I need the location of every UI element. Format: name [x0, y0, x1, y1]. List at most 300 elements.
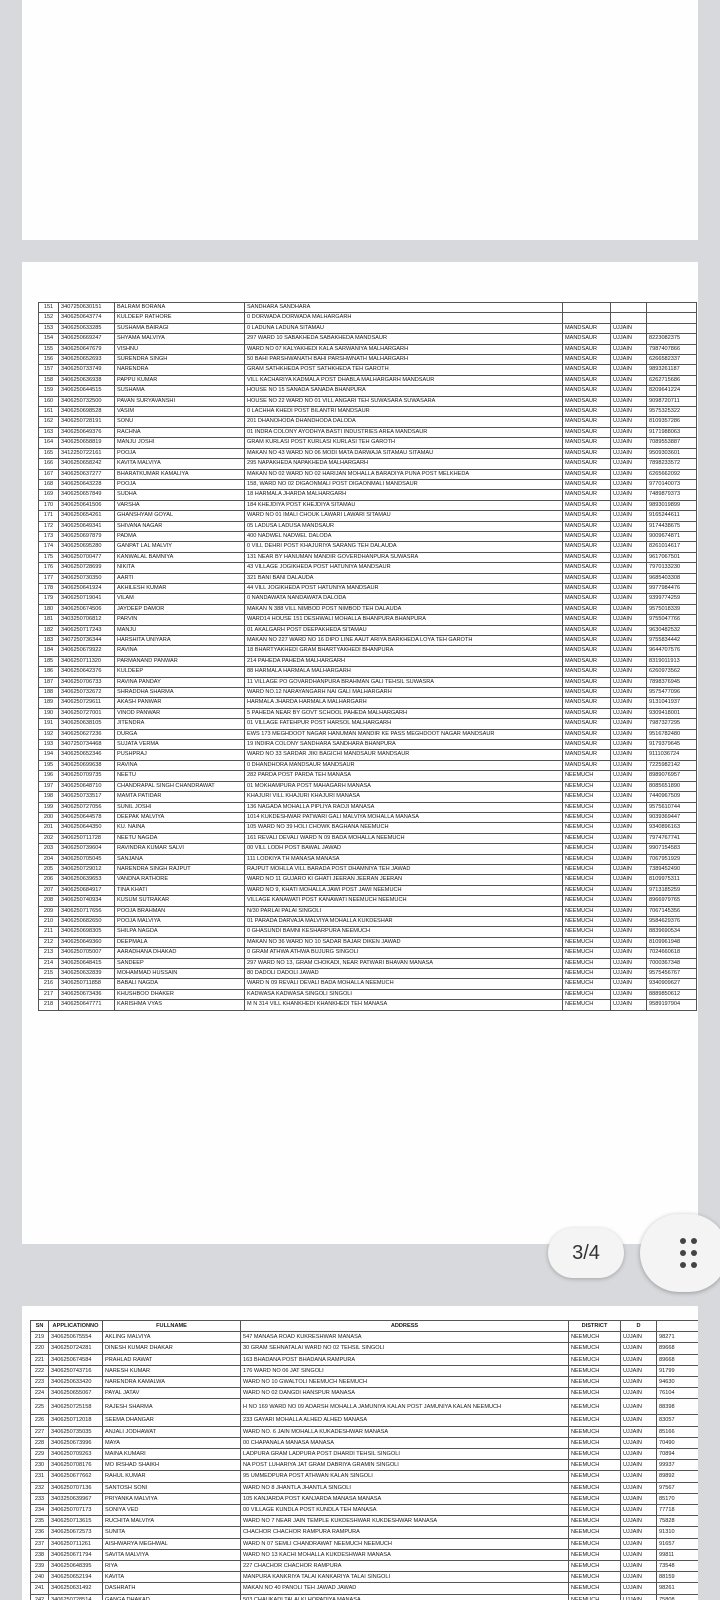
table-row [39, 896, 697, 906]
cell-address: 158, WARD NO 02 DIGAONMALI POST DIGAONMALI MANDSAUR [245, 479, 563, 489]
cell-mobile: 9174438675 [647, 521, 697, 531]
cell-full-name: SUJATA VERMA [115, 740, 245, 750]
cell-address: SANDHARA SANDHARA [245, 303, 563, 313]
cell-division: UJJAIN [611, 969, 647, 979]
cell-sn: 191 [39, 719, 59, 729]
cell-application-no: 3406250671794 [49, 1549, 103, 1560]
cell-address: 50 BAHI PARSHWANATH BAHI PARSHWNATH MALHARGARH [245, 355, 563, 365]
cell-division: UJJAIN [611, 427, 647, 437]
cell-full-name: KHUSHBOO DHAKER [115, 989, 245, 999]
cell-division: UJJAIN [611, 927, 647, 937]
cell-sn: 163 [39, 427, 59, 437]
cell-full-name: RAVINDRA KUMAR SALVI [115, 844, 245, 854]
cell-district: MANDSAUR [563, 760, 611, 770]
cell-application-no: 3406250631492 [49, 1583, 103, 1594]
cell-district: NEEMUCH [563, 833, 611, 843]
cell-sn: 240 [31, 1572, 49, 1583]
cell-mobile: 9179379645 [647, 740, 697, 750]
cell-district: NEEMUCH [563, 958, 611, 968]
table-row [39, 438, 697, 448]
table-row [39, 500, 697, 510]
cell-full-name: VILAM [115, 594, 245, 604]
cell-mobile: 9685403308 [647, 573, 697, 583]
cell-mobile: 9977984476 [647, 583, 697, 593]
cell-mobile: 8109975311 [647, 875, 697, 885]
cell-division: UJJAIN [621, 1538, 657, 1549]
table-row [39, 792, 697, 802]
cell-district: MANDSAUR [563, 563, 611, 573]
cell-sn: 222 [31, 1365, 49, 1376]
cell-sn: 155 [39, 344, 59, 354]
cell-sn: 234 [31, 1505, 49, 1516]
cell-full-name: KULDEEP RATHORE [115, 313, 245, 323]
table-row [31, 1527, 699, 1538]
cell-application-no: 3406250697879 [59, 531, 115, 541]
cell-district: NEEMUCH [569, 1415, 621, 1426]
cell-division: UJJAIN [621, 1471, 657, 1482]
cell-sn: 165 [39, 448, 59, 458]
cell-division: UJJAIN [611, 365, 647, 375]
cell-application-no: 3406250711728 [59, 833, 115, 843]
cell-address: VILL KACHARIYA KADMALA POST DHABLA MALHARGARH MANDSAUR [245, 375, 563, 385]
cell-address: 111 LODKIYA TH MANASA MANASA [245, 854, 563, 864]
cell-division: UJJAIN [611, 906, 647, 916]
cell-sn: 197 [39, 781, 59, 791]
cell-mobile: 9713185259 [647, 885, 697, 895]
cell-sn: 173 [39, 531, 59, 541]
cell-district: MANDSAUR [563, 636, 611, 646]
cell-application-no: 3406250698305 [59, 927, 115, 937]
cell-division: UJJAIN [611, 802, 647, 812]
cell-application-no: 3406250707173 [49, 1505, 103, 1516]
cell-address: 01 PARADA DARVAJA MALVIYA MOHALLA KUKDESHAR [245, 916, 563, 926]
cell-division: UJJAIN [611, 958, 647, 968]
cell-application-no: 3406250725158 [49, 1399, 103, 1415]
cell-full-name: SURENDRA SINGH [115, 355, 245, 365]
cell-sn: 225 [31, 1399, 49, 1415]
table-row [39, 948, 697, 958]
cell-mobile: 9755834442 [647, 636, 697, 646]
cell-application-no: 3406250649360 [59, 937, 115, 947]
cell-district: MANDSAUR [563, 417, 611, 427]
cell-address: VILLAGE KANAWATI POST KANAWATI NEEMUCH NEEMUCH [245, 896, 563, 906]
table-row [31, 1538, 699, 1549]
cell-full-name: DEEPAK MALVIYA [115, 812, 245, 822]
cell-address: H NO 169 WARD NO 09 ADARSH MOHALLA JAMUNIYA KALAN POST JAMUNIYA KALAN NEEMUCH [241, 1399, 569, 1415]
cell-mobile: 9111036724 [647, 750, 697, 760]
table-row [39, 563, 697, 573]
cell-address: 0 LADUNA LADUNA SITAMAU [245, 323, 563, 333]
cell-full-name: KULDEEP [115, 667, 245, 677]
cell-division: UJJAIN [611, 833, 647, 843]
cell-district: MANDSAUR [563, 531, 611, 541]
cell-division: UJJAIN [611, 448, 647, 458]
cell-full-name: KAVITA [103, 1572, 241, 1583]
cell-application-no: 3406250669247 [59, 334, 115, 344]
cell-district: NEEMUCH [563, 864, 611, 874]
cell-application-no: 3406250711858 [59, 979, 115, 989]
cell-division: UJJAIN [611, 864, 647, 874]
cell-full-name: AKLING MALVIYA [103, 1332, 241, 1343]
cell-address: KADWASA KADWASA SINGOLI SINGOLI [245, 989, 563, 999]
cell-mobile: 9575325322 [647, 407, 697, 417]
applicant-table-page-4 [30, 1320, 698, 1600]
cell-sn: 215 [39, 969, 59, 979]
cell-sn: 206 [39, 875, 59, 885]
cell-division: UJJAIN [611, 750, 647, 760]
cell-address: 163 BHADANA POST BHADANA RAMPURA [241, 1354, 569, 1365]
table-row [39, 979, 697, 989]
cell-mobile: 8223082375 [647, 334, 697, 344]
table-row [39, 864, 697, 874]
cell-full-name: AARADHANA DHAKAD [115, 948, 245, 958]
cell-mobile: 70894 [657, 1449, 699, 1460]
cell-address: 95 UMMEDPURA POST ATHWAN KALAN SINGOLI [241, 1471, 569, 1482]
cell-full-name: RAVINA [115, 760, 245, 770]
cell-division: UJJAIN [611, 355, 647, 365]
cell-address: HARMALA JHARDA HARMALA MALHARGARH [245, 698, 563, 708]
cell-full-name: PRAHLAD RAWAT [103, 1354, 241, 1365]
cell-mobile: 7067145356 [647, 906, 697, 916]
table-row [39, 355, 697, 365]
cell-application-no: 3406250633285 [59, 323, 115, 333]
table-row [39, 490, 697, 500]
cell-division: UJJAIN [621, 1516, 657, 1527]
cell-full-name: GANPAT LAL MALVIY [115, 542, 245, 552]
cell-application-no: 3406250637277 [59, 469, 115, 479]
cell-division: UJJAIN [611, 583, 647, 593]
table-row [39, 625, 697, 635]
cell-sn: 160 [39, 396, 59, 406]
cell-application-no: 3406250658242 [59, 459, 115, 469]
table-row [31, 1561, 699, 1572]
cell-sn: 195 [39, 760, 59, 770]
cell-application-no: 3403250639967 [49, 1493, 103, 1504]
cell-sn: 213 [39, 948, 59, 958]
cell-mobile: 9131041937 [647, 698, 697, 708]
table-row [39, 396, 697, 406]
cell-mobile: 9575018339 [647, 604, 697, 614]
table-row [39, 969, 697, 979]
cell-address: WARD NO 8 JHANTLA JHANTLA SINGOLI [241, 1482, 569, 1493]
cell-full-name: JAYDEEP DAMOR [115, 604, 245, 614]
cell-address: WARD NO 7 NEAR JAIN TEMPLE KUKDESHWAR KUKDESHWAR MANASA [241, 1516, 569, 1527]
cell-address: WARD N 09 REVALI DEVALI BADA MOHALLA NEEMUCH [245, 979, 563, 989]
cell-district: MANDSAUR [563, 511, 611, 521]
cell-sn: 189 [39, 698, 59, 708]
cell-mobile: 9584629376 [647, 916, 697, 926]
cell-district: NEEMUCH [569, 1365, 621, 1376]
cell-mobile: 9399774259 [647, 594, 697, 604]
cell-district: MANDSAUR [563, 625, 611, 635]
cell-district: MANDSAUR [563, 427, 611, 437]
cell-full-name: JITENDRA [115, 719, 245, 729]
cell-district: NEEMUCH [569, 1572, 621, 1583]
cell-address: WARD NO 9, KHATI MOHALLA JAWI POST JAWI NEEMUCH [245, 885, 563, 895]
cell-full-name: DINESH KUMAR DHAKAR [103, 1343, 241, 1354]
cell-application-no: 3406250644515 [59, 386, 115, 396]
cell-address: KHAJURI VILL KHAJURI KHAJURI MANASA [245, 792, 563, 802]
cell-application-no: 3406250708176 [49, 1460, 103, 1471]
cell-full-name: SHIVANA NAGAR [115, 521, 245, 531]
cell-mobile: 94630 [657, 1377, 699, 1388]
cell-address: MAKAN NO 43 WARD NO 06 MODI MATA DARWAJA SITAMAU SITAMAU [245, 448, 563, 458]
cell-address: WARD NO 10 GWALTOLI NEEMUCH NEEMUCH [241, 1377, 569, 1388]
cell-sn: 186 [39, 667, 59, 677]
cell-sn: 194 [39, 750, 59, 760]
cell-division: UJJAIN [611, 542, 647, 552]
cell-mobile: 99811 [657, 1549, 699, 1560]
cell-division: UJJAIN [611, 563, 647, 573]
cell-mobile: 6262715686 [647, 375, 697, 385]
table-row [39, 365, 697, 375]
table-row [31, 1437, 699, 1448]
cell-sn: 198 [39, 792, 59, 802]
cell-full-name: VINOD PANWAR [115, 708, 245, 718]
cell-full-name: RAVINA PANDAY [115, 677, 245, 687]
cell-district: MANDSAUR [563, 334, 611, 344]
cell-division [611, 303, 647, 313]
cell-division: UJJAIN [611, 740, 647, 750]
cell-application-no: 3406250706733 [59, 677, 115, 687]
cell-division: UJJAIN [611, 375, 647, 385]
cell-sn: 218 [39, 1000, 59, 1010]
table-row [39, 448, 697, 458]
cell-district: NEEMUCH [563, 844, 611, 854]
table-row [31, 1505, 699, 1516]
cell-division: UJJAIN [621, 1377, 657, 1388]
cell-district: MANDSAUR [563, 708, 611, 718]
cell-district: NEEMUCH [569, 1426, 621, 1437]
cell-sn: 231 [31, 1471, 49, 1482]
cell-sn: 151 [39, 303, 59, 313]
table-row [31, 1365, 699, 1376]
grid-dots-icon[interactable] [680, 1238, 700, 1268]
cell-full-name: POOJA BRAHMAN [115, 906, 245, 916]
cell-district: MANDSAUR [563, 552, 611, 562]
cell-mobile: 9893019899 [647, 500, 697, 510]
document-page-3 [22, 262, 698, 1244]
table-row [39, 667, 697, 677]
cell-address: 18 HARMALA JHARDA MALHARGARH [245, 490, 563, 500]
cell-full-name: SHYAMA MALVIYA [115, 334, 245, 344]
cell-mobile: 73548 [657, 1561, 699, 1572]
cell-sn: 224 [31, 1388, 49, 1399]
cell-mobile: 7024660618 [647, 948, 697, 958]
cell-district: MANDSAUR [563, 542, 611, 552]
table-row [39, 740, 697, 750]
table-row [39, 781, 697, 791]
cell-district: MANDSAUR [563, 407, 611, 417]
cell-mobile: 88159 [657, 1572, 699, 1583]
table-row [39, 812, 697, 822]
cell-division: UJJAIN [621, 1332, 657, 1343]
table-row [39, 729, 697, 739]
cell-application-no: 3406250652346 [59, 750, 115, 760]
table-row [39, 1000, 697, 1010]
cell-district: NEEMUCH [569, 1561, 621, 1572]
cell-mobile: 7974767741 [647, 833, 697, 843]
cell-district: NEEMUCH [563, 812, 611, 822]
cell-application-no: 3406250655067 [49, 1388, 103, 1399]
cell-application-no: 3406250730350 [59, 573, 115, 583]
cell-division: UJJAIN [621, 1343, 657, 1354]
header-mobile [657, 1321, 699, 1332]
cell-full-name: MAINA KUMARI [103, 1449, 241, 1460]
table-row [39, 521, 697, 531]
cell-mobile: 91310 [657, 1527, 699, 1538]
cell-division: UJJAIN [611, 771, 647, 781]
cell-district: NEEMUCH [563, 969, 611, 979]
cell-division: UJJAIN [621, 1460, 657, 1471]
cell-district: MANDSAUR [563, 479, 611, 489]
cell-mobile [647, 303, 697, 313]
cell-full-name: RAVINA [115, 646, 245, 656]
cell-district: MANDSAUR [563, 448, 611, 458]
cell-sn: 162 [39, 417, 59, 427]
cell-full-name: POOJA [115, 448, 245, 458]
cell-application-no: 3406250647771 [59, 1000, 115, 1010]
cell-sn: 204 [39, 854, 59, 864]
cell-full-name: POOJA [115, 479, 245, 489]
cell-application-no: 3406250733517 [59, 792, 115, 802]
cell-mobile: 7987327295 [647, 719, 697, 729]
cell-sn: 239 [31, 1561, 49, 1572]
cell-application-no: 3406250707136 [49, 1482, 103, 1493]
cell-application-no: 3406250636938 [59, 375, 115, 385]
cell-district: MANDSAUR [563, 396, 611, 406]
cell-address: HOUSE NO 22 WARD NO 01 VILL ANGARI TEH SUWASARA SUWASARA [245, 396, 563, 406]
cell-address: LADPURA GRAM LADPURA POST DHARDI TEHSIL SINGOLI [241, 1449, 569, 1460]
cell-sn: 193 [39, 740, 59, 750]
table-row [39, 677, 697, 687]
cell-application-no: 3412250722161 [59, 448, 115, 458]
cell-mobile: 7440967509 [647, 792, 697, 802]
cell-district: MANDSAUR [563, 375, 611, 385]
cell-address: EWS 173 MEGHDOOT NAGAR HANUMAN MANDIR KE PASS MEGHDOOT NAGAR MANDSAUR [245, 729, 563, 739]
cell-mobile: 9516782480 [647, 729, 697, 739]
cell-full-name: NEETU [115, 771, 245, 781]
cell-full-name: NEETU NAGDA [115, 833, 245, 843]
cell-division: UJJAIN [621, 1561, 657, 1572]
cell-district: MANDSAUR [563, 740, 611, 750]
cell-sn: 229 [31, 1449, 49, 1460]
cell-address: 18 BHARTYAKHEDI GRAM BHARTYAKHEDI BHANPURA [245, 646, 563, 656]
cell-sn: 156 [39, 355, 59, 365]
cell-application-no: 3406250658819 [59, 438, 115, 448]
table-row [31, 1426, 699, 1437]
cell-address: 184 KHEJDIYA POST KHEJDIYA SITAMAU [245, 500, 563, 510]
cell-mobile: 9340896163 [647, 823, 697, 833]
cell-mobile: 9630482532 [647, 625, 697, 635]
cell-full-name: SHRADDHA SHARMA [115, 688, 245, 698]
cell-district: NEEMUCH [569, 1505, 621, 1516]
cell-district: MANDSAUR [563, 750, 611, 760]
table-row [31, 1460, 699, 1471]
cell-district: NEEMUCH [569, 1594, 621, 1600]
cell-sn: 158 [39, 375, 59, 385]
cell-mobile: 7970133230 [647, 563, 697, 573]
table-row [39, 459, 697, 469]
cell-division: UJJAIN [611, 594, 647, 604]
cell-full-name: KARISHMA VYAS [115, 1000, 245, 1010]
cell-application-no: 3406250717656 [59, 906, 115, 916]
cell-division: UJJAIN [611, 854, 647, 864]
cell-district: NEEMUCH [569, 1527, 621, 1538]
cell-sn: 199 [39, 802, 59, 812]
table-row [31, 1415, 699, 1426]
cell-address: HOUSE NO 15 SANADA SANADA BHANPURA [245, 386, 563, 396]
cell-mobile: 6266582337 [647, 355, 697, 365]
cell-application-no: 3406250739604 [59, 844, 115, 854]
cell-division: UJJAIN [611, 937, 647, 947]
cell-mobile: 9171988063 [647, 427, 697, 437]
cell-mobile: 9165244611 [647, 511, 697, 521]
cell-full-name: GHANSHYAM GOYAL [115, 511, 245, 521]
cell-address: 01 MOKHAMPURA POST MAHAGARH MANASA [245, 781, 563, 791]
cell-sn: 157 [39, 365, 59, 375]
header-division: D [621, 1321, 657, 1332]
cell-district: MANDSAUR [563, 719, 611, 729]
cell-sn: 154 [39, 334, 59, 344]
cell-application-no: 3407250736344 [59, 636, 115, 646]
cell-division: UJJAIN [611, 636, 647, 646]
cell-application-no: 3406250674506 [59, 604, 115, 614]
cell-full-name: ANJALI JODHAWAT [103, 1426, 241, 1437]
cell-district: MANDSAUR [563, 573, 611, 583]
cell-address: 161 REVALI DEVALI WARD N 09 BADA MOHALLA NEEMUCH [245, 833, 563, 843]
cell-mobile: 7489879373 [647, 490, 697, 500]
table-row [39, 688, 697, 698]
cell-application-no: 3406250643774 [59, 313, 115, 323]
table-row [39, 469, 697, 479]
cell-address: 0 DORWADA DORWADA MALHARGARH [245, 313, 563, 323]
table-row [39, 916, 697, 926]
table-row [39, 583, 697, 593]
cell-full-name: KUSUM SUTRAKAR [115, 896, 245, 906]
cell-mobile: 6260973562 [647, 667, 697, 677]
cell-address: 01 INDRA COLONY AYODHYA BASTI INDUSTRIES AREA MANDSAUR [245, 427, 563, 437]
table-row [39, 303, 697, 313]
cell-mobile: 9309418001 [647, 708, 697, 718]
cell-full-name: NIKITA [115, 563, 245, 573]
cell-address: 547 MANASA ROAD KUKRESHWAR MANASA [241, 1332, 569, 1343]
cell-full-name: PUSHPRAJ [115, 750, 245, 760]
cell-district: NEEMUCH [563, 771, 611, 781]
cell-division: UJJAIN [611, 708, 647, 718]
cell-address: 131 NEAR BY HANUMAN MANDIR GOVERDHANPURA SUWASRA [245, 552, 563, 562]
cell-sn: 235 [31, 1516, 49, 1527]
cell-mobile: 9575610744 [647, 802, 697, 812]
cell-sn: 242 [31, 1594, 49, 1600]
cell-address: MAKAN NO 40 PANOLI TEH JAWAD JAWAD [241, 1583, 569, 1594]
cell-full-name: SUNITA [103, 1527, 241, 1538]
cell-address: 19 INDIRA COLONY SANDHARA SANDHARA BHANPURA [245, 740, 563, 750]
cell-district: NEEMUCH [569, 1449, 621, 1460]
table-row [39, 958, 697, 968]
cell-division: UJJAIN [621, 1365, 657, 1376]
table-row [39, 573, 697, 583]
cell-mobile: 8109961948 [647, 937, 697, 947]
cell-full-name: NARENDRA SINGH RAJPUT [115, 864, 245, 874]
cell-sn: 227 [31, 1426, 49, 1437]
cell-mobile: 99937 [657, 1460, 699, 1471]
cell-division: UJJAIN [611, 459, 647, 469]
cell-application-no: 3406250733749 [59, 365, 115, 375]
cell-division: UJJAIN [611, 760, 647, 770]
cell-mobile: 8109357286 [647, 417, 697, 427]
cell-address: WARD NO 33 SARDAR JIKI BAGICHI MANDSAUR MANDSAUR [245, 750, 563, 760]
